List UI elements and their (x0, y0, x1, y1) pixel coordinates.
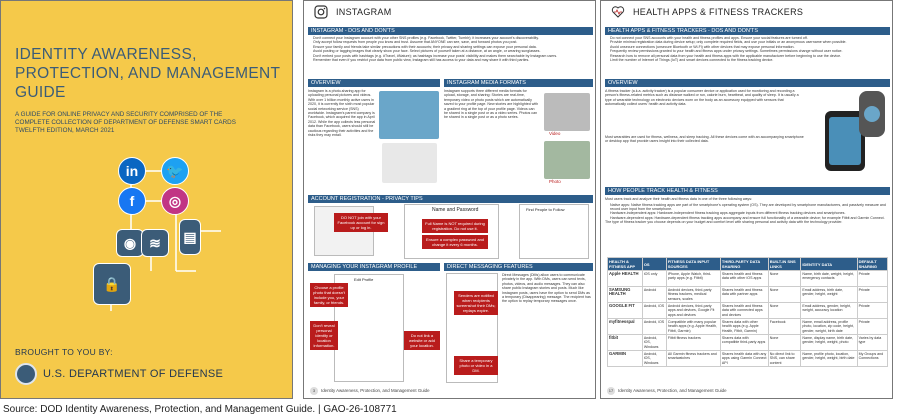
list-item: • Research how to remove all personal data from your health and fitness apps with the applicable manufacturer before beginning to use the device. (610, 54, 890, 58)
list-item: • Don't embed your posts with hashtags (e.g. #Travel, #Nature); as hashtags increase your posts' visibility and makes them searchable by Instagram users. (313, 54, 593, 58)
instagram-overview-text: Instagram is a photo-sharing app for uploading personal pictures and videos. With over 1 billion monthly active users in 2020, it is currently the sixth most popular social networking service (SNS) worldwide. Instagram's parent company is Facebook, which acquired the app in April 2012. While the app collects less personal data than Facebook, users should still be cautious regarding their activities and the risks they may entail. (308, 89, 376, 138)
instagram-overview-header: OVERVIEW (308, 79, 440, 87)
table-header: THIRD-PARTY DATA SHARING (720, 258, 768, 271)
dod-seal-icon (15, 363, 37, 385)
wifi-icon: ≋ (141, 229, 169, 257)
table-cell: None (768, 335, 801, 351)
find-people-screenshot (519, 204, 589, 259)
table-cell: Android, iOS, Windows (642, 335, 666, 351)
table-row (608, 351, 888, 367)
profile-tip: Choose a profile photo that doesn't include you, your family, or friends. (310, 283, 348, 307)
instagram-header (304, 1, 595, 23)
fitness-overview-text: A fitness tracker (a.k.a. activity tracker) is a popular consumer device or application used for monitoring and recording a person's fitness-related metrics such as distance walked or run, calorie burn, heartbeat, and quality of sleep. It is usually a type of wearable technology on electronic devices worn on the body as an accessory equipped with sensors that automatically collect users' health and activity data. (605, 89, 799, 107)
instagram-title: INSTAGRAM (336, 7, 392, 17)
page-number: 3 (310, 387, 318, 395)
footer-text: Identity Awareness, Protection, and Management Guide (618, 388, 727, 393)
dm-tip: Share a temporary photo or video in a DM. (454, 356, 498, 375)
source-caption: Source: DOD Identity Awareness, Protection, and Management Guide. | GAO-26-108771 (3, 404, 397, 415)
cover-subtitle-line: TWELFTH EDITION, MARCH 2021 (15, 127, 115, 134)
table-cell: No direct link to SNS, can share content (768, 351, 801, 367)
smartwatch-illustration (811, 91, 887, 181)
dm-header: DIRECT MESSAGING FEATURES (444, 263, 593, 271)
fitness-dos-header: HEALTH APPS & FITNESS TRACKERS - DOS AND DON'TS (605, 27, 890, 35)
page-footer (607, 387, 727, 395)
table-header: HEALTH & FITNESS APP (608, 258, 643, 271)
table-row (608, 287, 888, 303)
table-cell: Shares health and fitness data with other iOS apps (720, 271, 768, 287)
table-cell: Android devices, third-party apps and devices, Google Fit apps and devices (666, 303, 720, 319)
linkedin-icon: in (118, 157, 146, 185)
fitness-dos-list (605, 36, 890, 76)
app-name-cell: myfitnesspal (608, 319, 643, 335)
list-item: • Hardware-dependent apps: Hardware-dependent fitness tracking apps accompany and ensure full functionality of a wearable device; for example Fitbit and Garmin Connect. (610, 216, 890, 220)
table-header-row (608, 258, 888, 271)
phone-icon: ▤ (179, 219, 201, 255)
table-cell: Android devices, third-party fitness trackers, medical sensors, scales (666, 287, 720, 303)
instagram-formats-text: Instagram supports three different media formats for upload, storage, and sharing: Stories are real-time, temporary video or photo posts which are automatically saved to your profile page. New stories are highlighted with a gradient ring at the top of your profile page. Videos can be shared in a single post or as a video series. Photos can be shared in a single post or as a photo series. (444, 89, 539, 120)
profile-tip: Don't reveal personal identity or location information. (310, 321, 338, 350)
table-cell: Private (857, 303, 887, 319)
dm-text: Direct Messages (DMs) allow users to communicate privately in the app. With DMs, users can send texts, photos, videos, and audio messages. They can also share public Instagram stories and posts. Much like Instagram posts, users have the option to send DMs as a temporary (Disappearing) message. The recipient has the option to replay temporary messages once. (502, 273, 591, 304)
how-track-intro: Most users track and analyze their health and fitness data in one of the three following ways: (605, 197, 753, 201)
fitness-overview-header: OVERVIEW (605, 79, 890, 87)
twitter-icon: 🐦 (161, 157, 189, 185)
name-password-label: Name and Password (432, 207, 479, 213)
account-tip: DO NOT join with your Facebook account for sign up or log in. (334, 213, 388, 232)
table-cell: Varies by data type (857, 335, 887, 351)
cover-icon-cluster (1, 1, 293, 399)
cover-page (0, 0, 293, 399)
table-cell: Shares health and fitness data with connected apps and devices (720, 303, 768, 319)
table-row (608, 271, 888, 287)
list-item: • Hardware-independent apps: Hardware-independent fitness tracking apps aggregate inputs from different fitness tracking devices and smartphones. (610, 211, 890, 215)
table-cell: Facebook (768, 319, 801, 335)
table-cell: Compatible with many popular health apps (e.g. Apple Health, Fitbit, Garmin) (666, 319, 720, 335)
table-cell: Android, iOS (642, 319, 666, 335)
photo-label: Photo (549, 179, 561, 184)
instagram-screenshot (382, 143, 437, 183)
table-cell: Name, profile photo, location, gender, height, weight, birth date (801, 351, 857, 367)
app-name-cell: GARMIN (608, 351, 643, 367)
list-item: • Provide minimal registration data during device setup; only complete required fields, and use your initials or an anonymous username when possible. (610, 40, 890, 44)
app-name-cell: SAMSUNG HEALTH (608, 287, 643, 303)
fingerprint-icon: ◉ (116, 229, 144, 257)
profile-header: MANAGING YOUR INSTAGRAM PROFILE (308, 263, 440, 271)
list-item: • Remember that even if you restrict your data from public view, Instagram still has access to your data and may share it with third parties. (313, 58, 593, 62)
instagram-page (303, 0, 596, 399)
table-cell: iPhone, Apple Watch, third-party apps (e.g. Fitbit) (666, 271, 720, 287)
cover-title: IDENTITY AWARENESS, PROTECTION, AND MANAGEMENT GUIDE (15, 46, 281, 101)
table-cell: Email address, gender, height, weight, accuracy location (801, 303, 857, 319)
account-tip: Ensure a complex password and change it every 6 months. (422, 235, 488, 249)
edit-profile-label: Edit Profile (354, 277, 374, 282)
table-header: BUILT-IN SNS LINKS (768, 258, 801, 271)
instagram-formats-header: INSTAGRAM MEDIA FORMATS (444, 79, 593, 87)
fitness-overview-text-2: Most wearables are used for fitness, wellness, and sleep tracking. All these devices come with an accompanying smartphone or desktop app that provide users insight into their collected data. (605, 135, 804, 144)
footer-text: Identity Awareness, Protection, and Management Guide (321, 388, 430, 393)
table-cell: Name, birth date, weight, height, emergency contacts (801, 271, 857, 287)
list-item: • Avoid posting or tagging images that clearly show your face. Select pictures of yourself taken at a distance, at an angle, or wearing sunglasses. (313, 49, 593, 53)
instagram-dos-header: INSTAGRAM - DOS AND DON'TS (308, 27, 593, 35)
account-registration-header: ACCOUNT REGISTRATION - PRIVACY TIPS (308, 195, 593, 203)
profile-tip: Do not link a website or add your location. (404, 331, 440, 350)
list-item: • Ensure your family and friends take similar precautions with their accounts; their privacy and sharing settings can expose your personal data. (313, 45, 593, 49)
table-cell: Fitbit fitness trackers (666, 335, 720, 351)
fitness-page (600, 0, 893, 399)
instagram-icon: ◎ (161, 187, 189, 215)
table-cell: Shares data with other health apps (e.g. Apple Health, Fitbit, Garmin) (720, 319, 768, 335)
list-item: • Frequently review permissions granted to your health and fitness apps under privacy settings. Sometimes permissions change without user notice. (610, 49, 890, 53)
fitness-title: HEALTH APPS & FITNESS TRACKERS (633, 7, 804, 17)
table-cell: None (768, 287, 801, 303)
photo-thumbnail (544, 141, 590, 179)
table-cell: Email address, birth date, gender, height, weight (801, 287, 857, 303)
find-people-label: Find People to Follow (526, 207, 565, 212)
table-cell: Shares health and fitness data with partner apps (720, 287, 768, 303)
page-number: 17 (608, 388, 614, 393)
table-cell: iOS only (642, 271, 666, 287)
table-cell: Private (857, 319, 887, 335)
table-cell: Android (642, 287, 666, 303)
table-cell: All Garmin fitness trackers and smartwatches (666, 351, 720, 367)
heart-pulse-icon (611, 5, 625, 19)
app-name-cell: GOOGLE FIT (608, 303, 643, 319)
fitness-apps-table (607, 257, 888, 367)
list-item: • Native apps: Native fitness tracking apps are part of the smartphone's operating system (OS). They are developed by smartphone manufacturers, and passively measure and record user input from the smartphone. (610, 203, 890, 212)
table-cell: Private (857, 271, 887, 287)
brought-by-label: BROUGHT TO YOU BY: (15, 347, 113, 357)
video-thumbnail (544, 93, 590, 131)
table-header: OS (642, 258, 666, 271)
list-item: • Don't connect your Instagram account with your other SNS profiles (e.g. Facebook, Twitter, Tumblr); it increases your account's discoverability. (313, 36, 593, 40)
instagram-logo-icon (314, 5, 328, 19)
page-footer (310, 387, 430, 395)
list-item: • Do not connect your SNS accounts with your health and fitness profiles and apps. Ensure your social features are turned off. (610, 36, 890, 40)
table-row (608, 319, 888, 335)
cover-subtitle-line: A GUIDE FOR ONLINE PRIVACY AND SECURITY COMPRISED OF THE (15, 111, 223, 118)
table-header: IDENTITY DATA (801, 258, 857, 271)
table-cell: Shares data with compatible third-party apps (720, 335, 768, 351)
table-cell: Name, display name, birth date, gender, height, weight, photo (801, 335, 857, 351)
table-cell: My Groups and Connections (857, 351, 887, 367)
instagram-dos-list (308, 36, 593, 76)
table-cell: None (768, 303, 801, 319)
facebook-icon: f (118, 187, 146, 215)
list-item: • Avoid unsecure connections (unsecure Bluetooth or Wi-Fi) with other devices that may expose personal information. (610, 45, 890, 49)
video-label: Video (549, 131, 561, 136)
app-name-cell: fitbit (608, 335, 643, 351)
table-cell: Android, iOS (642, 303, 666, 319)
table-cell: Name, email address, profile photo, location, zip code, height, gender, weight, birth date (801, 319, 857, 335)
dod-logo (15, 363, 223, 385)
app-name-cell: Apple HEALTH (608, 271, 643, 287)
how-track-header: HOW PEOPLE TRACK HEALTH & FITNESS (605, 187, 890, 195)
dm-tip: Senders are notified when recipients screenshot their DMs; replays expire. (454, 291, 498, 315)
instagram-screenshot (379, 91, 439, 139)
table-cell: None (768, 271, 801, 287)
table-header: FITNESS DATA INPUT SOURCES (666, 258, 720, 271)
list-item: • Limit the number of Internet of Things (IoT) and smart devices connected to the fitness tracking device. (610, 58, 890, 62)
table-row (608, 303, 888, 319)
list-item: • Only accept follow requests from people you know and trust. Assume that ANYONE can see, save, and forward photos you post. (313, 40, 593, 44)
dod-name: U.S. DEPARTMENT OF DEFENSE (43, 368, 224, 380)
fitness-header (601, 1, 892, 23)
padlock-icon: 🔒 (93, 263, 131, 305)
table-note: The type of fitness tracker you choose depends on your budget and comfort level with sharing personal and activity data with the technology provider. (605, 220, 843, 225)
cover-subtitle-line: COMPLETE COLLECTION OF DEPARTMENT OF DEFENSE SMART CARDS (15, 119, 236, 126)
table-cell: Private (857, 287, 887, 303)
account-tip: Full Name is NOT required during registration. Do not use it. (422, 219, 488, 233)
table-cell: Android, iOS, Windows (642, 351, 666, 367)
how-track-text (605, 197, 890, 255)
table-row (608, 335, 888, 351)
table-header: DEFAULT SHARING (857, 258, 887, 271)
table-cell: Shares health data with any apps using Garmin Connect API (721, 352, 767, 365)
